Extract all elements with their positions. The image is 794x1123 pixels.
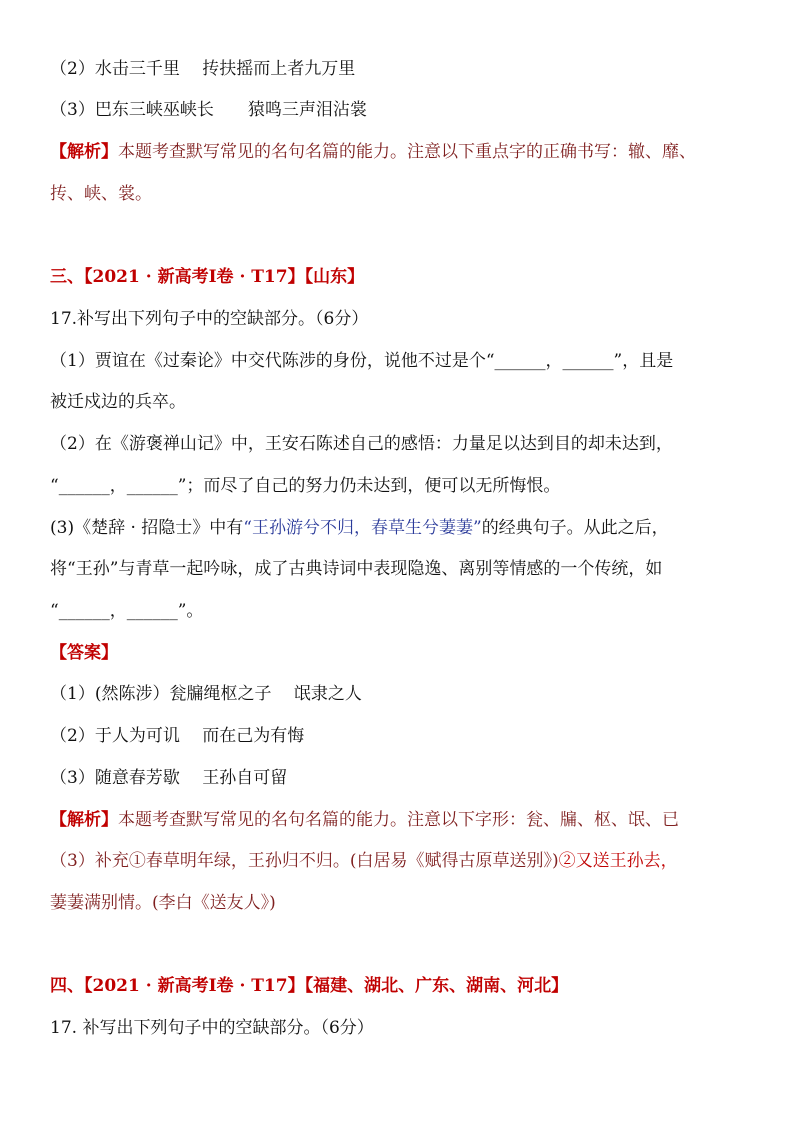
q1-line-b: 被迁戍边的兵卒。: [50, 392, 186, 412]
section-3-analysis: [50, 808, 750, 832]
supplement-red: ②又送王孙去，: [558, 851, 678, 871]
q3-line-a: [50, 516, 750, 540]
supplement-line-a: [50, 849, 750, 873]
answer-line-2: （2）水击三千里 抟扶摇而上者九万里: [50, 59, 356, 79]
analysis-line-2: 抟、峡、裳。: [50, 184, 152, 204]
q3-prefix: (3)《楚辞 · 招隐士》中有: [50, 518, 244, 538]
analysis-text: 本题考查默写常见的名句名篇的能力。注意以下重点字的正确书写：辙、靡、: [118, 142, 696, 162]
analysis-line-1: [50, 140, 750, 164]
answer-2: （2）于人为可讥 而在己为有悔: [50, 726, 305, 746]
q2-line-a: （2）在《游褒禅山记》中，王安石陈述自己的感悟：力量足以达到目的却未达到，: [50, 434, 673, 454]
supplement-prefix: （3）补充①春草明年绿，王孙归不归。(白居易《赋得古原草送别》): [50, 851, 559, 871]
section-3-question: 17.补写出下列句子中的空缺部分。（6分）: [50, 309, 369, 329]
analysis-text: 本题考查默写常见的名句名篇的能力。注意以下字形：瓮、牖、枢、氓、已: [118, 810, 679, 830]
q3-line-b: 将“王孙”与青草一起吟咏，成了古典诗词中表现隐逸、离别等情感的一个传统，如: [50, 559, 663, 579]
section-3-heading: [50, 265, 750, 289]
section-4-tag: 【2021 · 新高考Ⅰ卷 · T17】: [84, 976, 305, 996]
answer-3: （3）随意春芳歇 王孙自可留: [50, 768, 288, 788]
answer-tag: 【答案】: [50, 643, 118, 663]
answer-line-3: （3）巴东三峡巫峡长 猿鸣三声泪沾裳: [50, 100, 367, 120]
q3-suffix: 的经典句子。从此之后，: [481, 518, 669, 538]
section-3-region: 【山东】: [304, 267, 365, 287]
analysis-tag: 【解析】: [50, 142, 118, 162]
q2-line-b: “______，______”；而尽了自己的努力仍未达到，便可以无所悔恨。: [50, 476, 561, 496]
q1-line-a: （1）贾谊在《过秦论》中交代陈涉的身份，说他不过是个“______，______”，且是: [50, 351, 674, 371]
section-3-number: 三、: [50, 267, 84, 287]
section-4-region: 【福建、湖北、广东、湖南、河北】: [304, 976, 569, 996]
supplement-line-b: 萋萋满别情。(李白《送友人》): [50, 893, 276, 913]
analysis-tag: 【解析】: [50, 810, 118, 830]
q3-line-c: “______，______”。: [50, 601, 204, 621]
section-4-number: 四、: [50, 976, 84, 996]
answer-1: （1）(然陈涉）瓮牖绳枢之子 氓隶之人: [50, 684, 362, 704]
section-3-tag: 【2021 · 新高考Ⅰ卷 · T17】: [84, 267, 305, 287]
section-4-heading: [50, 974, 750, 998]
section-4-question: 17. 补写出下列句子中的空缺部分。（6分）: [50, 1018, 374, 1038]
q3-quote: “王孙游兮不归，春草生兮萋萋”: [243, 518, 482, 538]
